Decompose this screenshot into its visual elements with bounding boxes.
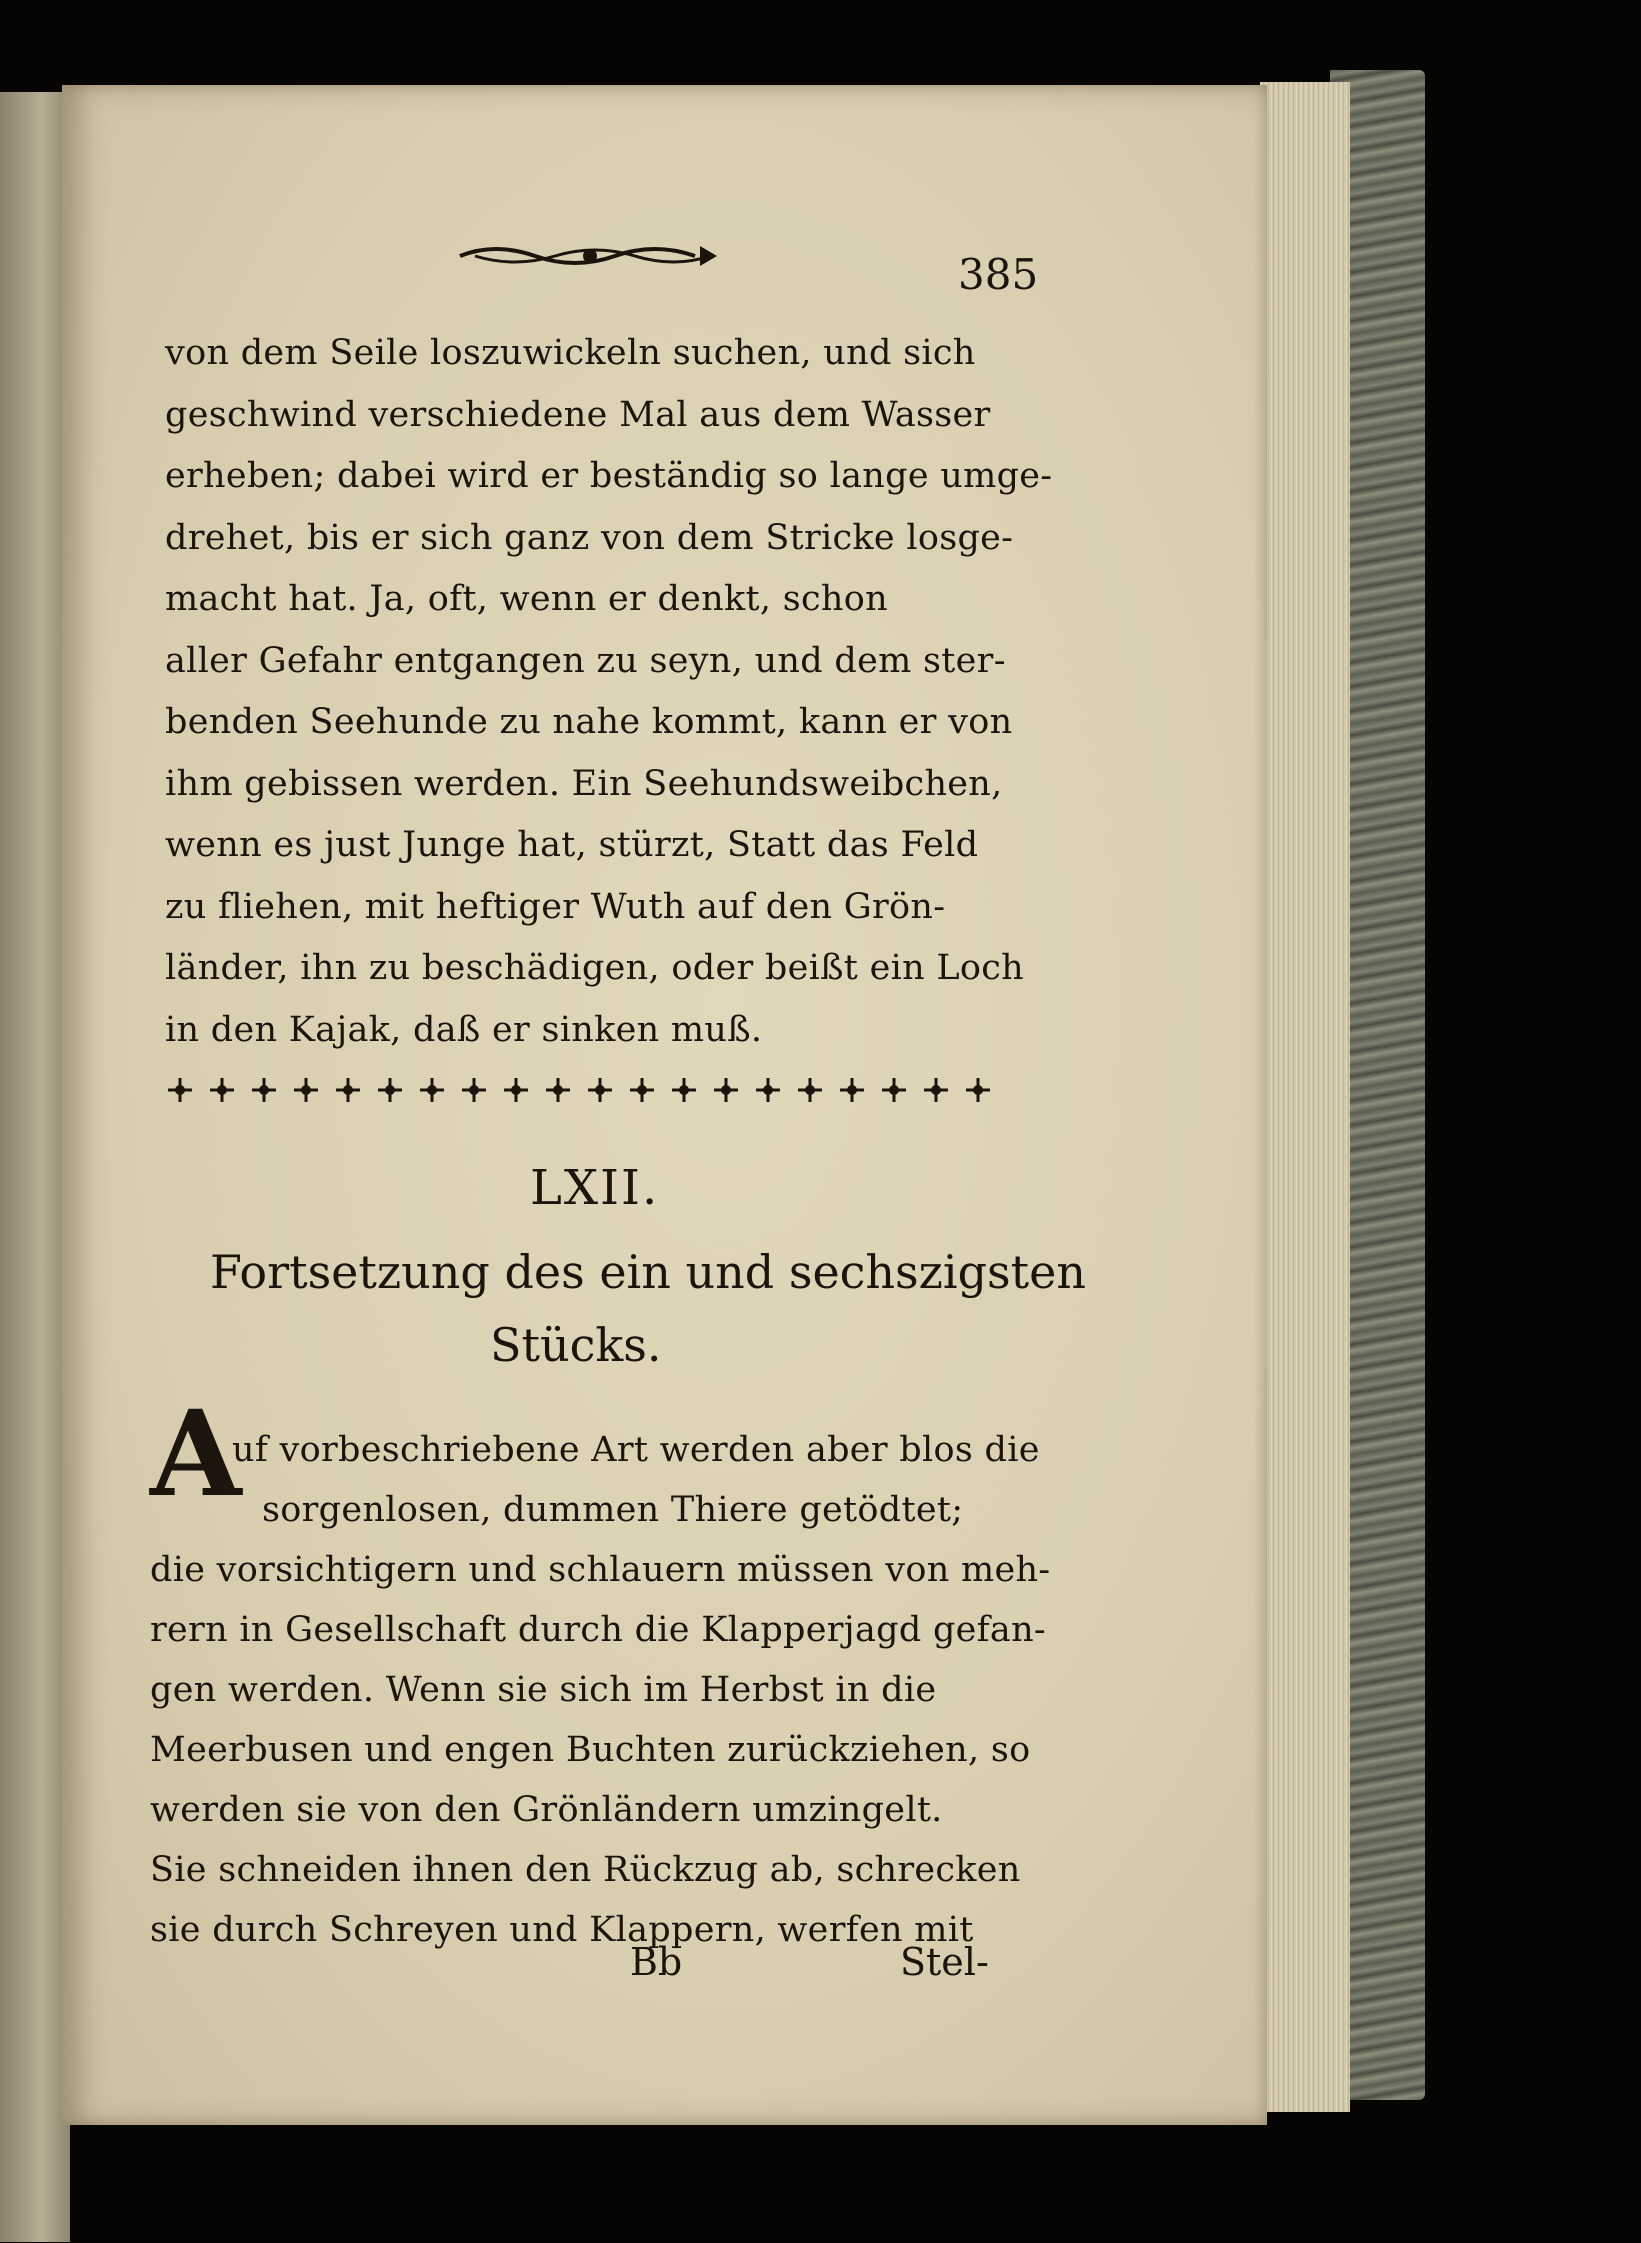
divider-ornament-glyph	[252, 1078, 276, 1102]
paragraph-2-line: Sie schneiden ihnen den Rückzug ab, schrecken	[150, 1850, 1021, 1890]
divider-ornament-glyph	[966, 1078, 990, 1102]
catchword: Stel-	[900, 1940, 989, 1984]
paragraph-2-line: Meerbusen und engen Buchten zurückziehen, so	[150, 1730, 1031, 1770]
paragraph-1-line: von dem Seile loszuwickeln suchen, und sich	[165, 333, 976, 373]
divider-ornament-glyph	[588, 1078, 612, 1102]
paragraph-1-line: länder, ihn zu beschädigen, oder beißt ein Loch	[165, 948, 1025, 988]
divider-ornament-glyph	[504, 1078, 528, 1102]
paragraph-1-line: erheben; dabei wird er beständig so lange umge-	[165, 456, 1053, 496]
paragraph-2-line: werden sie von den Grönländern umzingelt.	[150, 1790, 943, 1830]
page-number: 385	[958, 250, 1039, 299]
paragraph-1-line: drehet, bis er sich ganz von dem Stricke losge-	[165, 517, 1014, 558]
divider-ornament-glyph	[546, 1078, 570, 1102]
divider-ornament-glyph	[756, 1078, 780, 1102]
paragraph-1-line: zu fliehen, mit heftiger Wuth auf den Grön-	[165, 886, 946, 927]
divider-ornament-glyph	[210, 1078, 234, 1102]
chapter-number: LXII.	[530, 1160, 660, 1216]
drop-cap: A	[150, 1384, 242, 1523]
left-page-edge	[0, 92, 70, 2242]
page-stack-edge	[1260, 82, 1350, 2112]
paragraph-2-line-1: uf vorbeschriebene Art werden aber blos die	[232, 1430, 1040, 1470]
paragraph-2-line: rern in Gesellschaft durch die Klapperjagd gefan-	[150, 1610, 1047, 1650]
divider-ornament-glyph	[714, 1078, 738, 1102]
divider-ornament-glyph	[882, 1078, 906, 1102]
paragraph-2-line-2: sorgenlosen, dummen Thiere getödtet;	[262, 1490, 964, 1530]
paragraph-1-line: macht hat. Ja, oft, wenn er denkt, schon	[165, 579, 888, 619]
paragraph-1-line: in den Kajak, daß er sinken muß.	[165, 1009, 763, 1050]
divider-ornament-glyph	[378, 1078, 402, 1102]
header-ornament	[455, 238, 725, 274]
divider-ornament-glyph	[672, 1078, 696, 1102]
divider-ornament-glyph	[168, 1078, 192, 1102]
paragraph-2-line: die vorsichtigern und schlauern müssen von meh-	[150, 1550, 1051, 1590]
divider-ornament-glyph	[840, 1078, 864, 1102]
divider-ornament-glyph	[336, 1078, 360, 1102]
paragraph-1-line: benden Seehunde zu nahe kommt, kann er von	[165, 702, 1013, 742]
divider-ornament-glyph	[630, 1078, 654, 1102]
divider-ornament-glyph	[798, 1078, 822, 1102]
paragraph-1-line: aller Gefahr entgangen zu seyn, und dem ster-	[165, 640, 1006, 681]
signature-mark: Bb	[630, 1940, 683, 1984]
paragraph-2-line: gen werden. Wenn sie sich im Herbst in die	[150, 1670, 937, 1710]
divider-ornament-glyph	[924, 1078, 948, 1102]
chapter-title-line-1: Fortsetzung des ein und sechszigsten	[210, 1245, 1086, 1299]
paragraph-1-line: ihm gebissen werden. Ein Seehundsweibchen,	[165, 763, 1003, 804]
divider-ornament-glyph	[420, 1078, 444, 1102]
paragraph-2-line: sie durch Schreyen und Klappern, werfen mit	[150, 1910, 974, 1950]
section-divider-ornament	[160, 1070, 1005, 1110]
chapter-title-line-2: Stücks.	[490, 1318, 662, 1372]
divider-ornament-glyph	[294, 1078, 318, 1102]
paragraph-1-line: geschwind verschiedene Mal aus dem Wasser	[165, 394, 991, 435]
divider-ornament-glyph	[462, 1078, 486, 1102]
paragraph-1-line: wenn es just Junge hat, stürzt, Statt das Feld	[165, 825, 979, 865]
